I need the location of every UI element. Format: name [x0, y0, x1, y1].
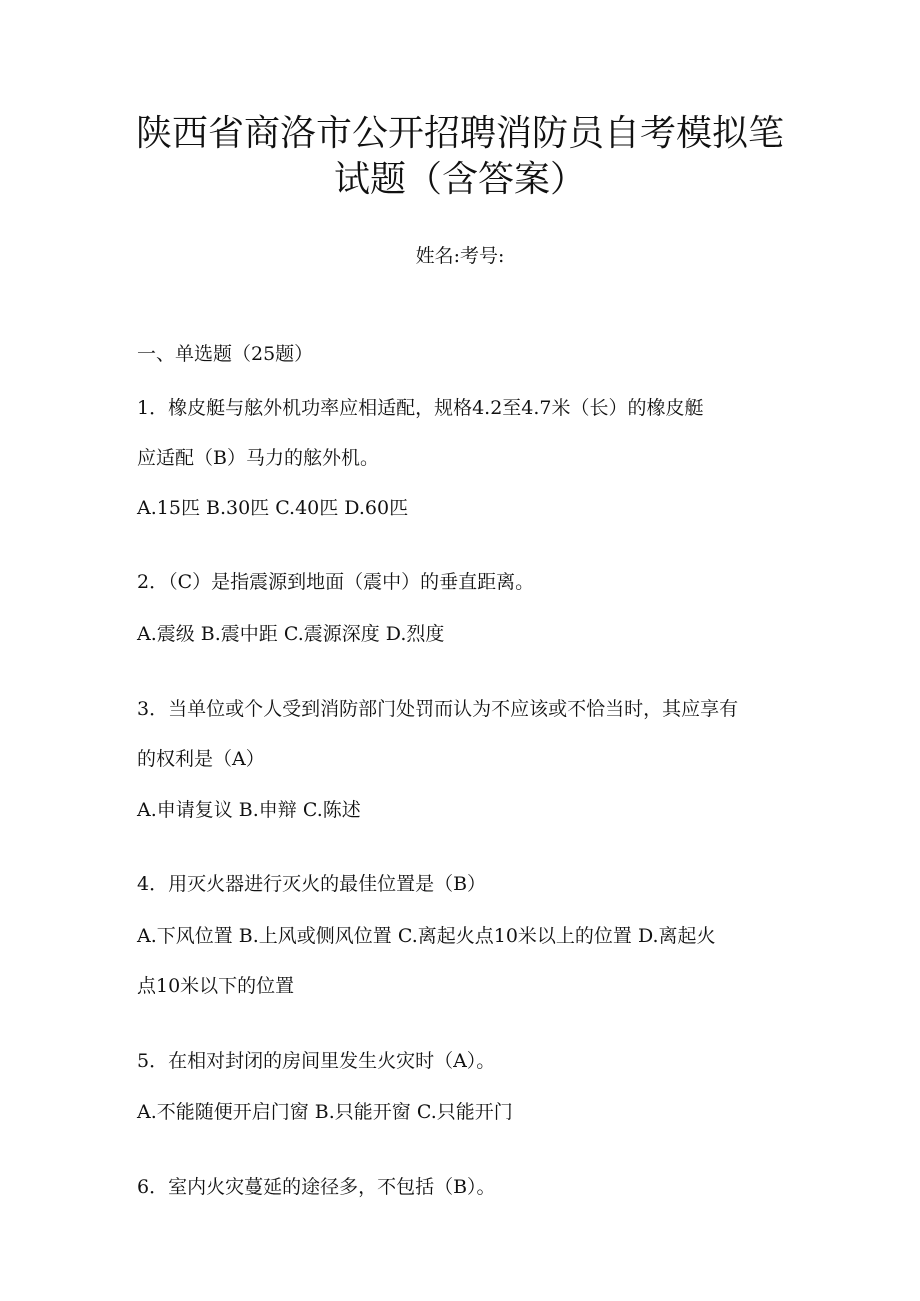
- question-2-options: A.震级 B.震中距 C.震源深度 D.烈度: [137, 623, 445, 645]
- document-title-line-1: 陕西省商洛市公开招聘消防员自考模拟笔: [135, 113, 784, 154]
- question-4-options-line-1: A.下风位置 B.上风或侧风位置 C.离起火点10米以上的位置 D.离起火: [137, 925, 716, 947]
- question-2-stem: 2．（C）是指震源到地面（震中）的垂直距离。: [137, 571, 535, 593]
- question-4-options-line-2: 点10米以下的位置: [137, 975, 295, 997]
- question-6-stem: 6．室内火灾蔓延的途径多，不包括（B）。: [137, 1176, 496, 1198]
- question-1-options: A.15匹 B.30匹 C.40匹 D.60匹: [137, 497, 409, 519]
- document-title-line-2: 试题（含答案）: [333, 159, 586, 200]
- question-1-stem-line-1: 1．橡皮艇与舷外机功率应相适配，规格4.2至4.7米（长）的橡皮艇: [137, 397, 704, 419]
- question-3-stem-line-1: 3．当单位或个人受到消防部门处罚而认为不应该或不恰当时，其应享有: [137, 698, 739, 720]
- question-3-options: A.申请复议 B.申辩 C.陈述: [137, 799, 361, 821]
- question-5-stem: 5．在相对封闭的房间里发生火灾时（A）。: [137, 1050, 496, 1072]
- question-5-options: A.不能随便开启门窗 B.只能开窗 C.只能开门: [137, 1101, 513, 1123]
- question-3-stem-line-2: 的权利是（A）: [137, 748, 265, 770]
- question-1-stem-line-2: 应适配（B）马力的舷外机。: [137, 447, 379, 469]
- name-exam-number-line: 姓名:考号:: [415, 245, 505, 267]
- question-4-stem: 4．用灭火器进行灭火的最佳位置是（B）: [137, 873, 487, 895]
- section-heading: 一、单选题（25题）: [137, 343, 314, 365]
